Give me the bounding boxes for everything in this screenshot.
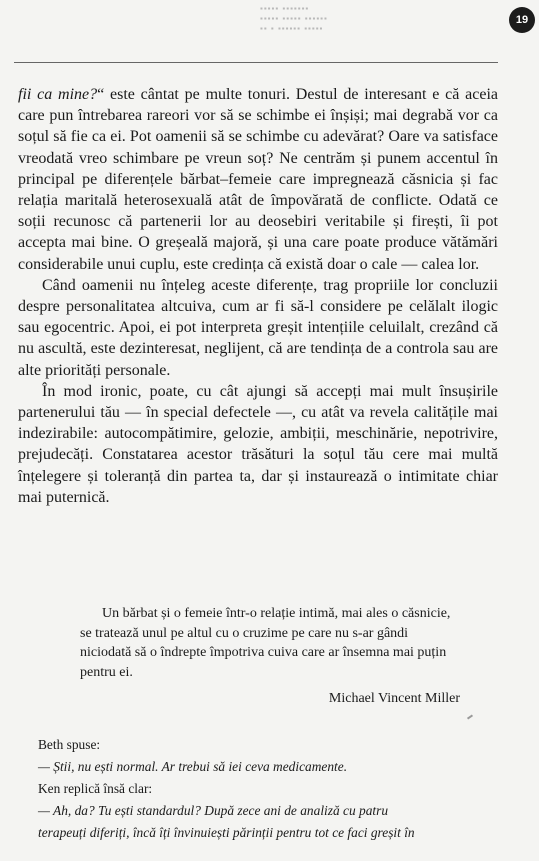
dialogue-block (38, 734, 478, 844)
dialogue-line-2: — Știi, nu ești normal. Ar trebui să iei ceva medicamente. (38, 759, 348, 774)
paragraph-1 (18, 84, 498, 275)
epigraph-quote (80, 604, 460, 709)
paragraph-3: În mod ironic, poate, cu cât ajungi să accepți mai mult însușirile partenerului tău — în special defectele —, cu atât va revela calitățile mai indezirabile: autocompătimire, gelozie, ambiții, meschinărie, nepotrivire, prejudecăți. Constatarea acestor trăsături la soțul tău cere mai multă înțelegere și toleranță din partea ta, dar și instaurează o intimitate chiar mai puternică. (18, 382, 498, 506)
pencil-mark (467, 714, 473, 719)
quote-author: Michael Vincent Miller (328, 691, 460, 706)
quote-text: Un bărbat și o femeie într-o relație intimă, mai ales o căsnicie, se tratează unul pe altul cu o cruzime pe care nu s-ar gândi niciodată să o îndrepte împotriva cuiva care ar însemna mai puțin pentru ei. (80, 606, 451, 680)
paragraph-1-text: “ este cântat pe multe tonuri. Destul de interesant e că aceia care pun întrebarea rareori vor să se schimbe ei înșiși; mai degrabă vor ca soțul să fie ca ei. Pot oamenii să se schimbe cu adevărat? Oare va satisface vreodată vreo schimbare pe vreun soț? Ne centrăm și punem accentul în principal pe diferențele bărbat–femeie care impregnează căsnicia și fac relația maritală heterosexuală atât de împovărată de conflicte. Odată ce soții recunosc că partenerii lor au deosebiri veritabile și firești, îi pot accepta mai bine. O greșeală majoră, și una care poate produce vătămări considerabile unui cuplu, este credința că există doar o cale — calea lor. (18, 86, 498, 273)
dialogue-line-1: Beth spuse: (38, 737, 101, 752)
dialogue-line-5: terapeuți diferiți, încă îți învinuiești părinții pentru tot ce faci greșit în (38, 825, 415, 840)
page-number-badge (509, 7, 535, 33)
bleed-through-text: ▪▪▪▪▪ ▪▪▪▪▪▪▪ ▪▪▪▪▪ ▪▪▪▪▪ ▪▪▪▪▪▪ ▪▪ ▪ ▪▪▪▪▪▪ ▪▪▪▪▪ (260, 4, 328, 33)
paragraph-2: Când oamenii nu înțeleg aceste diferențe, trag propriile lor concluzii despre personalitatea altcuiva, cum ar fi să-l considere pe celălalt ilogic sau egocentric. Apoi, ei pot interpreta greșit intențiile celuilalt, crezând că nu ascultă, este dezinteresat, neglijent, că are tendința de a controla sau are alte priorități personale. (18, 276, 498, 379)
page-number: 19 (515, 14, 529, 26)
main-text (18, 84, 498, 508)
dialogue-line-4: — Ah, da? Tu ești standardul? După zece ani de analiză cu patru (38, 803, 389, 818)
header-rule (14, 62, 498, 63)
dialogue-line-3: Ken replică însă clar: (38, 781, 153, 796)
paragraph-1-italic: fii ca mine? (18, 86, 98, 103)
